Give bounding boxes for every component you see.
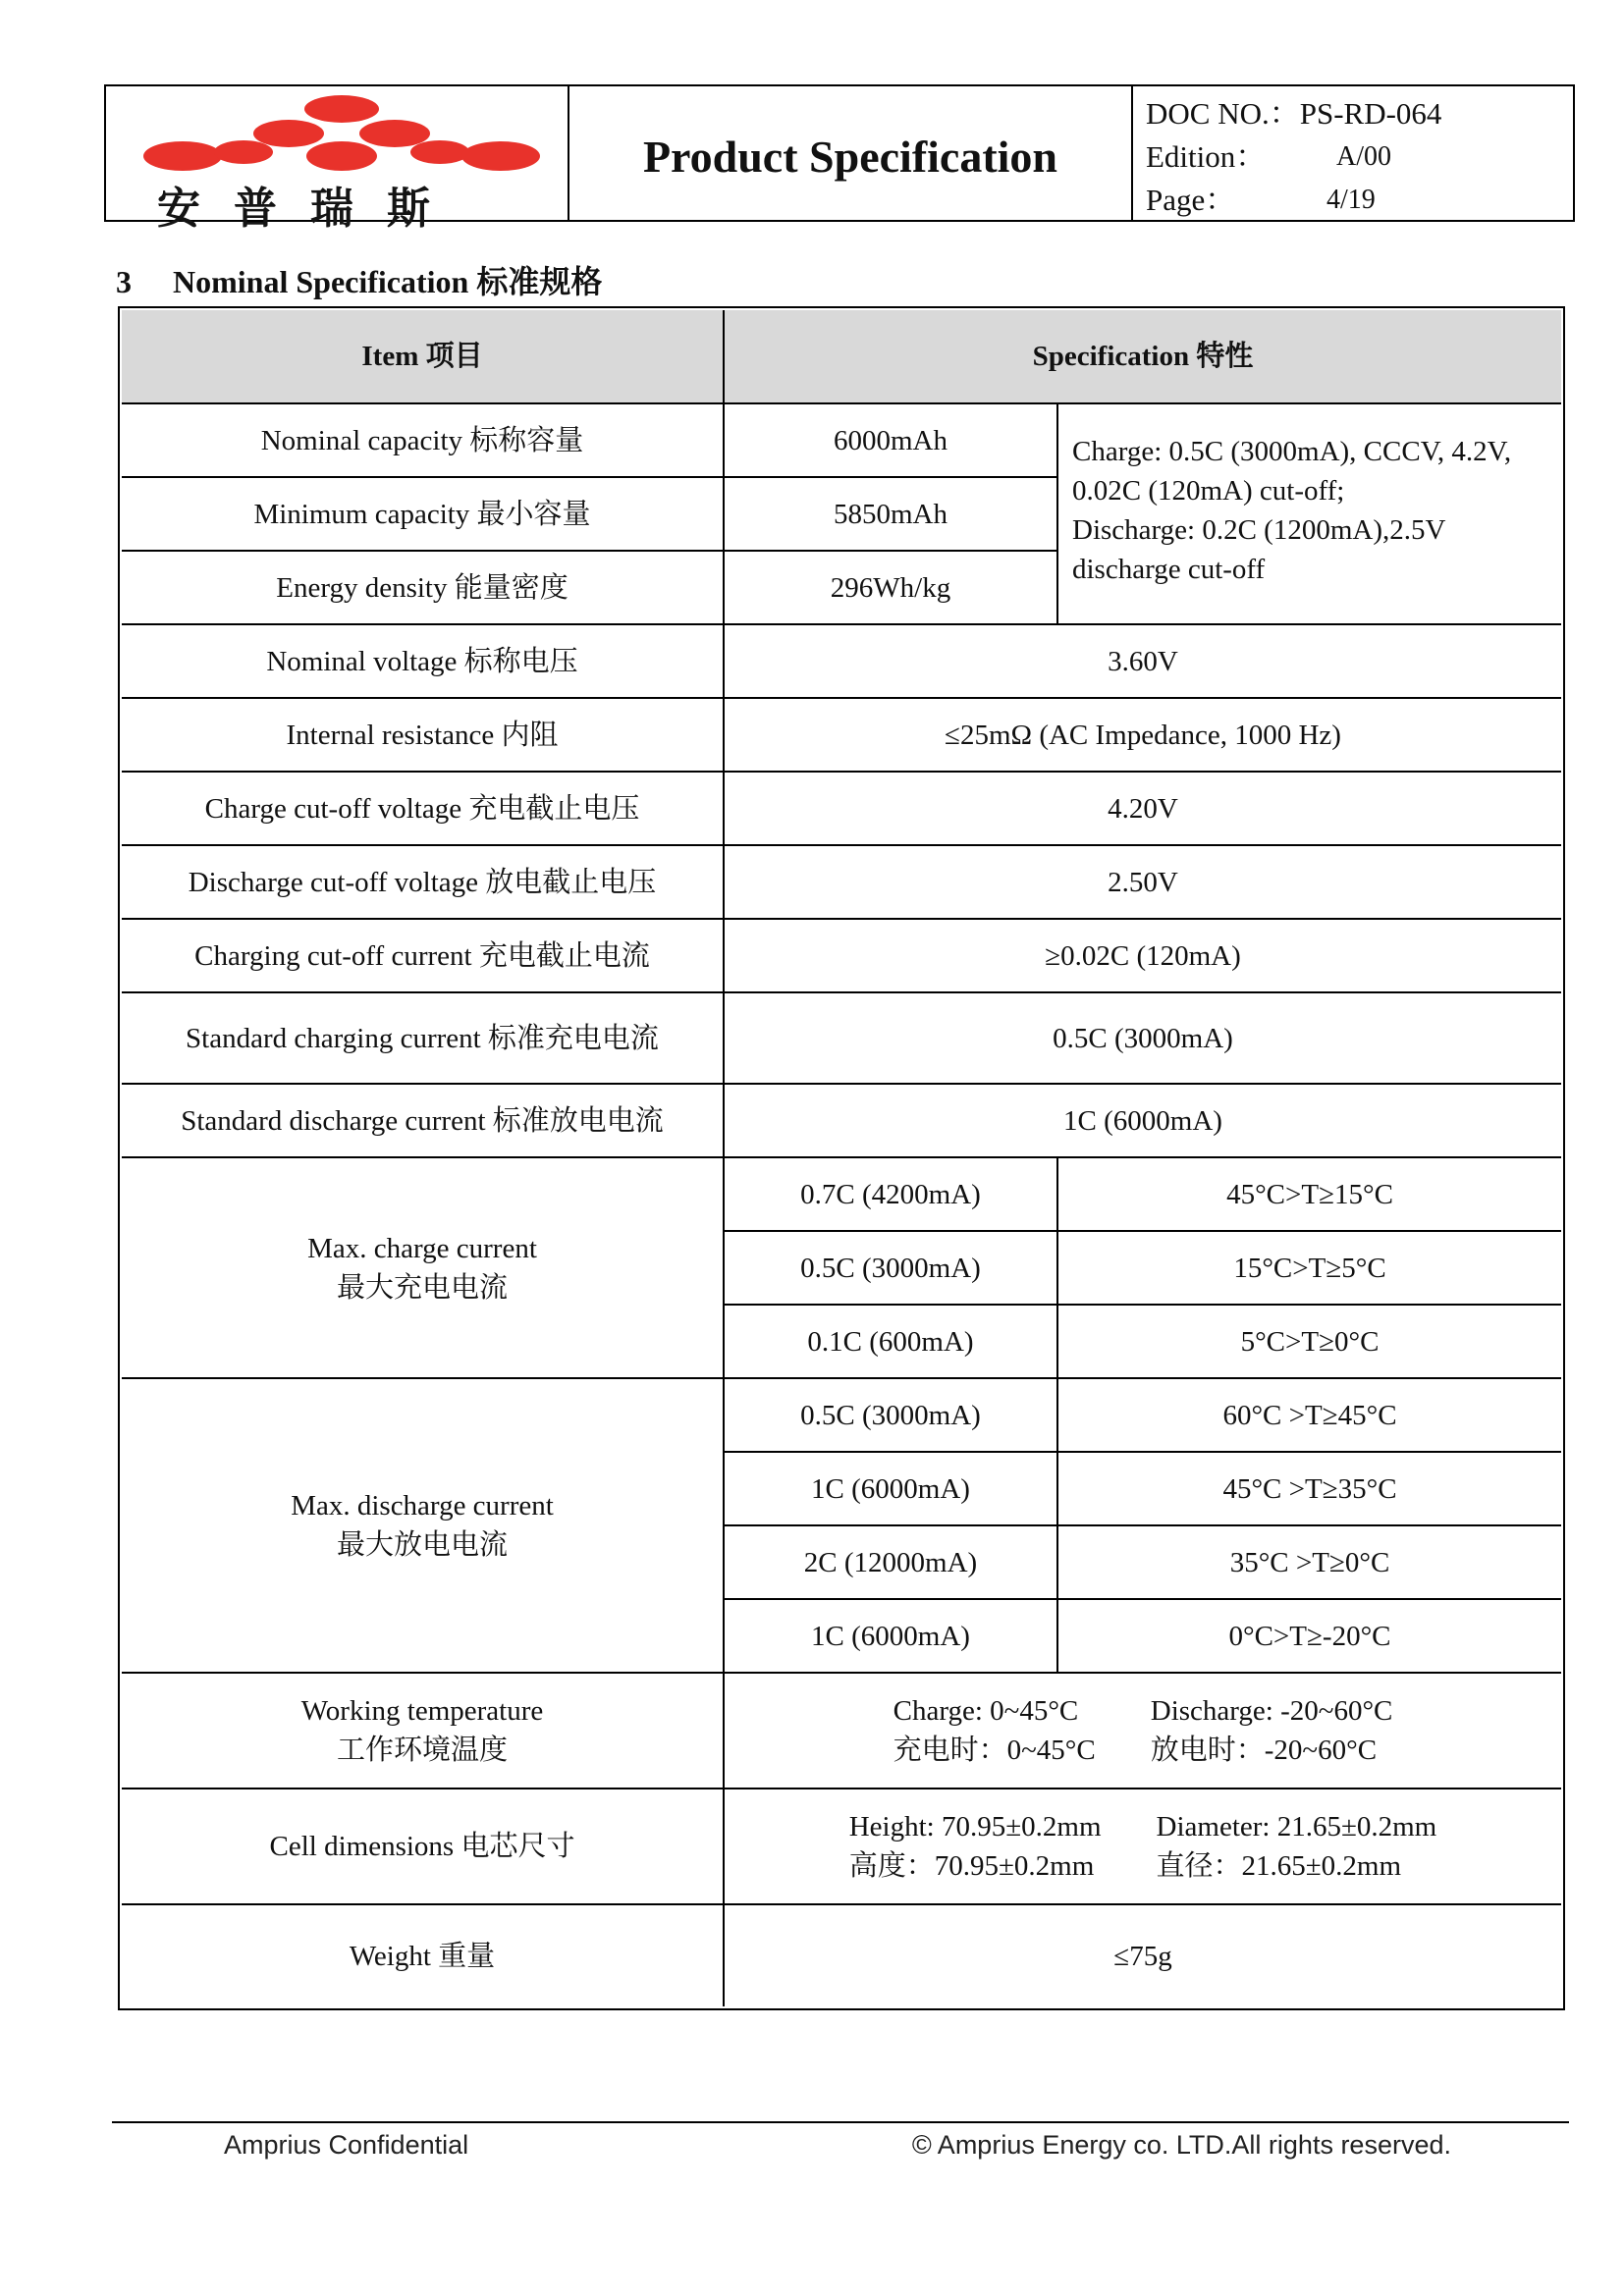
working-temperature-charge-cn: 充电时：0~45°C xyxy=(893,1735,1096,1766)
working-temperature-value xyxy=(725,1674,1561,1789)
charge-cutoff-voltage-label: Charge cut-off voltage 充电截止电压 xyxy=(122,773,725,846)
header-cell-specification: Specification 特性 xyxy=(725,310,1561,404)
max-discharge-current-rate: 2C (12000mA) xyxy=(725,1526,1058,1600)
standard-discharge-current-value: 1C (6000mA) xyxy=(725,1085,1561,1158)
section-heading xyxy=(116,257,602,302)
cell-height-cn: 高度：70.95±0.2mm xyxy=(848,1850,1095,1882)
section-title: Nominal Specification 标准规格 xyxy=(173,264,603,299)
page-label: Page： xyxy=(1146,183,1236,217)
weight-value: ≤75g xyxy=(1113,1940,1172,1972)
edition-label: Edition： xyxy=(1146,139,1267,174)
max-discharge-current-label xyxy=(122,1379,725,1674)
max-charge-temperature-range: 5°C>T≥0°C xyxy=(1058,1306,1561,1379)
capacity-condition-line: discharge cut-off xyxy=(1072,554,1266,585)
doc-no-value: PS-RD-064 xyxy=(1299,96,1442,131)
max-charge-current-label-en: Max. charge current xyxy=(307,1232,537,1264)
spec-table xyxy=(118,306,1565,2010)
cell-diameter-en: Diameter: 21.65±0.2mm xyxy=(1156,1811,1437,1842)
energy-density-value: 296Wh/kg xyxy=(725,552,1058,625)
discharge-cutoff-voltage-label: Discharge cut-off voltage 放电截止电压 xyxy=(122,846,725,920)
company-logo xyxy=(106,86,569,234)
energy-density-label: Energy density 能量密度 xyxy=(122,552,725,625)
weight-label: Weight 重量 xyxy=(122,1905,725,2006)
cell-height-en: Height: 70.95±0.2mm xyxy=(848,1811,1102,1842)
cell-dimensions-label: Cell dimensions 电芯尺寸 xyxy=(122,1789,725,1905)
max-discharge-current-label-cn: 最大放电电流 xyxy=(336,1529,508,1561)
capacity-test-condition xyxy=(1058,404,1561,625)
max-discharge-current-rate: 1C (6000mA) xyxy=(725,1600,1058,1674)
working-temperature-label xyxy=(122,1674,725,1789)
charge-cutoff-voltage-value: 4.20V xyxy=(725,773,1561,846)
max-charge-current-rate: 0.7C (4200mA) xyxy=(725,1158,1058,1232)
capacity-condition-line: 0.02C (120mA) cut-off; xyxy=(1072,475,1345,507)
working-temperature-discharge-en: Discharge: -20~60°C xyxy=(1150,1695,1393,1727)
nominal-capacity-label: Nominal capacity 标称容量 xyxy=(122,404,725,478)
max-discharge-temperature-range: 35°C >T≥0°C xyxy=(1058,1526,1561,1600)
capacity-condition-line: Charge: 0.5C (3000mA), CCCV, 4.2V, xyxy=(1072,436,1512,467)
internal-resistance-label: Internal resistance 内阻 xyxy=(122,699,725,773)
nominal-capacity-value: 6000mAh xyxy=(725,404,1058,478)
max-discharge-current-rate: 0.5C (3000mA) xyxy=(725,1379,1058,1453)
document-header xyxy=(104,84,1575,234)
page-value: 4/19 xyxy=(1326,185,1376,215)
section-number: 3 xyxy=(116,264,132,299)
standard-discharge-current-label: Standard discharge current 标准放电电流 xyxy=(122,1085,725,1158)
max-charge-temperature-range: 15°C>T≥5°C xyxy=(1058,1232,1561,1306)
max-charge-current-rate: 0.1C (600mA) xyxy=(725,1306,1058,1379)
cell-dimensions-value xyxy=(725,1789,1561,1905)
working-temperature-charge-en: Charge: 0~45°C xyxy=(893,1695,1079,1727)
max-charge-temperature-range: 45°C>T≥15°C xyxy=(1058,1158,1561,1232)
footer-confidential: Amprius Confidential xyxy=(224,2130,469,2160)
internal-resistance-value: ≤25mΩ (AC Impedance, 1000 Hz) xyxy=(725,699,1561,773)
working-temperature-label-cn: 工作环境温度 xyxy=(336,1735,508,1766)
nominal-voltage-value: 3.60V xyxy=(725,625,1561,699)
footer-divider xyxy=(112,2121,1569,2123)
minimum-capacity-value: 5850mAh xyxy=(725,478,1058,552)
standard-charging-current-value: 0.5C (3000mA) xyxy=(725,993,1561,1085)
doc-no-label: DOC NO.： xyxy=(1146,96,1300,131)
doc-no-row xyxy=(1146,92,1573,135)
document-title: Product Specification xyxy=(569,86,1133,220)
charging-cutoff-current-label: Charging cut-off current 充电截止电流 xyxy=(122,920,725,993)
standard-charging-current-label: Standard charging current 标准充电电流 xyxy=(122,993,725,1085)
page-row xyxy=(1146,179,1573,222)
charging-cutoff-current-value: ≥0.02C (120mA) xyxy=(725,920,1561,993)
working-temperature-discharge-cn: 放电时：-20~60°C xyxy=(1150,1735,1378,1766)
max-charge-current-label xyxy=(122,1158,725,1379)
max-discharge-current-rate: 1C (6000mA) xyxy=(725,1453,1058,1526)
max-discharge-current-label-en: Max. discharge current xyxy=(291,1490,554,1522)
discharge-cutoff-voltage-value: 2.50V xyxy=(725,846,1561,920)
max-discharge-temperature-range: 0°C>T≥-20°C xyxy=(1058,1600,1561,1674)
document-meta xyxy=(1133,86,1573,220)
capacity-condition-line: Discharge: 0.2C (1200mA),2.5V xyxy=(1072,514,1446,546)
footer-copyright: © Amprius Energy co. LTD.All rights reserved. xyxy=(911,2130,1451,2160)
edition-value: A/00 xyxy=(1336,141,1391,172)
minimum-capacity-label: Minimum capacity 最小容量 xyxy=(122,478,725,552)
working-temperature-label-en: Working temperature xyxy=(300,1695,544,1727)
nominal-voltage-label: Nominal voltage 标称电压 xyxy=(122,625,725,699)
max-charge-current-label-cn: 最大充电电流 xyxy=(336,1271,508,1304)
max-discharge-temperature-range: 60°C >T≥45°C xyxy=(1058,1379,1561,1453)
max-discharge-temperature-range: 45°C >T≥35°C xyxy=(1058,1453,1561,1526)
logo-text: 安普瑞斯 xyxy=(157,184,463,234)
header-cell-item: Item 项目 xyxy=(122,310,725,404)
edition-row xyxy=(1146,135,1573,179)
max-charge-current-rate: 0.5C (3000mA) xyxy=(725,1232,1058,1306)
cell-diameter-cn: 直径：21.65±0.2mm xyxy=(1156,1850,1402,1882)
